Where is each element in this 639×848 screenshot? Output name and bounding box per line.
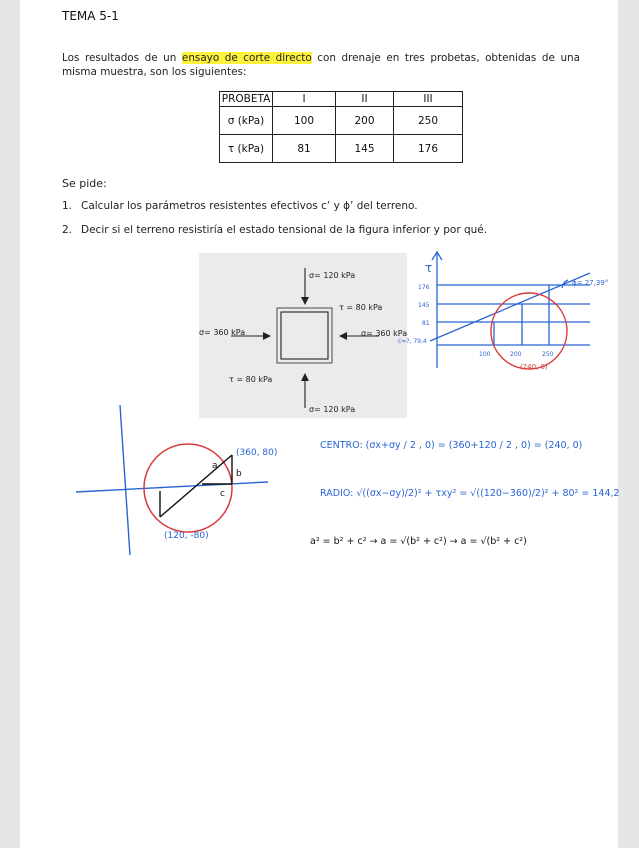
failure-envelope bbox=[430, 273, 590, 341]
table-row-label: τ (kPa) bbox=[220, 135, 273, 163]
tick-label: 200 bbox=[510, 351, 522, 358]
label-tau-top: τ = 80 kPa bbox=[339, 303, 383, 312]
horizontal-axis bbox=[76, 482, 268, 492]
mohr-circle-sketch bbox=[72, 400, 278, 560]
item-number: 1. bbox=[62, 200, 73, 212]
tick-label: 100 bbox=[479, 351, 491, 358]
side-a-label: a bbox=[212, 461, 218, 471]
list-item bbox=[62, 200, 487, 224]
table-header-cell: III bbox=[394, 92, 463, 107]
tick-label: 145 bbox=[418, 302, 430, 309]
results-table bbox=[219, 91, 463, 163]
vertical-axis bbox=[120, 405, 130, 555]
table-row bbox=[220, 135, 463, 163]
table-row bbox=[220, 107, 463, 135]
table-row-label: σ (kPa) bbox=[220, 107, 273, 135]
tau-axis-label: τ bbox=[425, 261, 433, 275]
mohr-coulomb-sketch bbox=[398, 248, 609, 388]
intro-text-after: con drenaje en tres probetas, obtenidas de una misma muestra, son los siguientes: bbox=[62, 52, 580, 78]
label-tau-bottom: τ = 80 kPa bbox=[229, 375, 273, 384]
element-square bbox=[281, 312, 328, 359]
point-label: (120, -80) bbox=[164, 531, 209, 541]
item-text: Decir si el terreno resistiría el estado tensional de la figura inferior y por qué. bbox=[81, 224, 488, 236]
table-cell: 200 bbox=[336, 107, 394, 135]
intro-text-before: Los resultados de un bbox=[62, 52, 182, 64]
table-cell: 250 bbox=[394, 107, 463, 135]
tick-label: 250 bbox=[542, 351, 554, 358]
page-title: TEMA 5-1 bbox=[62, 9, 119, 23]
problem-statement bbox=[62, 51, 580, 79]
label-sigma-bottom: σ= 120 kPa bbox=[309, 405, 356, 414]
label-sigma-left: σ= 360 kPa bbox=[199, 328, 246, 337]
side-c-label: c bbox=[220, 489, 225, 499]
highlighted-phrase: ensayo de corte directo bbox=[181, 52, 312, 64]
radius-calculation: RADIO: √((σx−σy)/2)² + τxy² = √((120−360)/2)² + 80² = 144,2 bbox=[320, 488, 620, 499]
list-item bbox=[62, 224, 487, 248]
tasks-heading: Se pide: bbox=[62, 177, 107, 190]
center-calculation: CENTRO: (σx+σy / 2 , 0) = (360+120 / 2 , 0) = (240, 0) bbox=[320, 440, 583, 451]
table-header-cell: II bbox=[336, 92, 394, 107]
tick-label: 81 bbox=[422, 320, 430, 327]
point-label: (360, 80) bbox=[236, 448, 278, 458]
item-text: Calcular los parámetros resistentes efectivos c’ y ϕ’ del terreno. bbox=[81, 200, 418, 212]
table-header-cell: I bbox=[273, 92, 336, 107]
item-number: 2. bbox=[62, 224, 73, 236]
document-page bbox=[20, 0, 618, 848]
table-cell: 81 bbox=[273, 135, 336, 163]
tick-label: 176 bbox=[418, 284, 430, 291]
friction-angle-label: ϕ= 27,39° bbox=[572, 279, 609, 287]
label-sigma-right: σ= 360 kPa bbox=[361, 329, 408, 338]
circle-center-label: (240, 0) bbox=[520, 363, 548, 371]
label-sigma-top: σ= 120 kPa bbox=[309, 271, 356, 280]
stress-element-figure bbox=[199, 253, 407, 418]
table-header-row bbox=[220, 92, 463, 107]
table-cell: 100 bbox=[273, 107, 336, 135]
pythagoras-note: a² = b² + c² → a = √(b² + c²) → a = √(b² + c²) bbox=[310, 536, 527, 547]
table-cell: 145 bbox=[336, 135, 394, 163]
task-list bbox=[62, 200, 487, 248]
shear-outline bbox=[277, 308, 332, 363]
side-b-label: b bbox=[236, 469, 242, 479]
table-header-cell: PROBETA bbox=[220, 92, 273, 107]
diameter-line bbox=[160, 455, 232, 517]
cohesion-label: c=?, 79,4 bbox=[398, 338, 427, 345]
table-cell: 176 bbox=[394, 135, 463, 163]
